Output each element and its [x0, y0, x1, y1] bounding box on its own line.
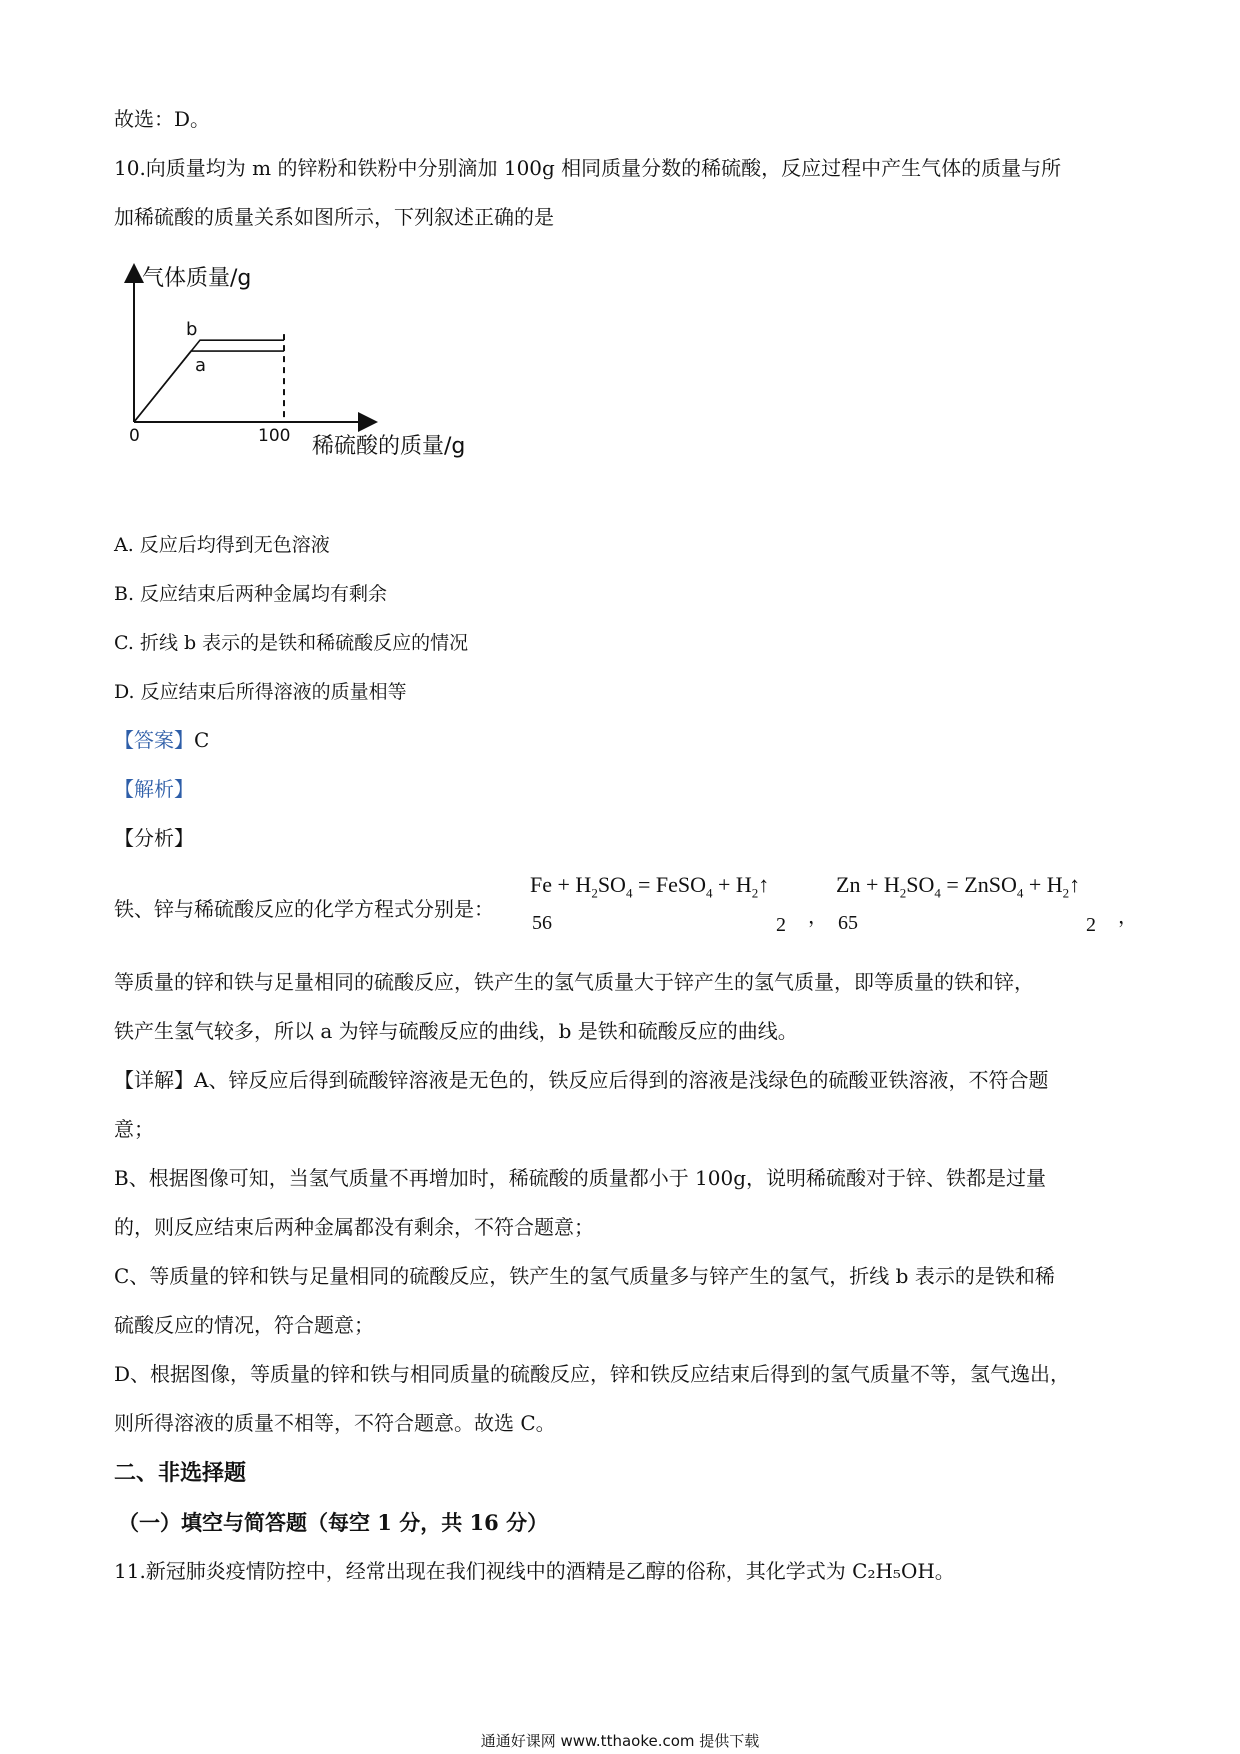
- gas-mass-chart: [110, 255, 490, 470]
- question-10-line-2: 加稀硫酸的质量关系如图所示，下列叙述正确的是: [114, 205, 554, 229]
- paragraph-line-4: 意；: [114, 1117, 154, 1141]
- h2-mass-2: 2: [1086, 914, 1096, 936]
- equation-zinc: $Zn + H_2SO_4$ = ZnSO$_4$ + $H_2↑$: [836, 872, 1081, 901]
- y-axis-label: 气体质量/g: [142, 266, 252, 291]
- analysis-tag: 【解析】: [114, 777, 194, 801]
- h2-mass-1: 2: [776, 914, 786, 936]
- answer-tag: 【答案】: [114, 728, 194, 752]
- section-2-heading: 二、非选择题: [114, 1460, 247, 1486]
- option-d[interactable]: D. 反应结束后所得溶液的质量相等: [114, 681, 407, 703]
- series-b-label: b: [186, 319, 198, 341]
- question-10-line-1: 10.向质量均为 m 的锌粉和铁粉中分别滴加 100g 相同质量分数的稀硫酸，反应过程中产生气体的质量与所: [114, 156, 1062, 180]
- paragraph-line-10: 则所得溶液的质量不相等，不符合题意。故选 C。: [114, 1411, 556, 1435]
- equation-intro: 铁、锌与稀硫酸反应的化学方程式分别是：: [114, 897, 494, 921]
- fenxi-tag: 【分析】: [114, 826, 194, 850]
- paragraph-line-7: C、等质量的锌和铁与足量相同的硫酸反应，铁产生的氢气质量多与锌产生的氢气，折线 b 表示的是铁和稀: [114, 1264, 1055, 1288]
- iron-molar-mass: 56: [532, 912, 552, 934]
- page-footer: 通通好课网 www.tthaoke.com 提供下载: [480, 1732, 760, 1750]
- comma-2: ，: [1118, 906, 1138, 928]
- paragraph-line-6: 的，则反应结束后两种金属都没有剩余，不符合题意；: [114, 1215, 594, 1239]
- option-a[interactable]: A. 反应后均得到无色溶液: [114, 534, 330, 556]
- series-a-label: a: [195, 355, 207, 377]
- paragraph-line-9: D、根据图像，等质量的锌和铁与相同质量的硫酸反应，锌和铁反应结束后得到的氢气质量不等，氢气逸出，: [114, 1362, 1071, 1386]
- option-b[interactable]: B. 反应结束后两种金属均有剩余: [114, 583, 388, 605]
- question-11-line: 11.新冠肺炎疫情防控中，经常出现在我们视线中的酒精是乙醇的俗称，其化学式为 C₂H₅OH。: [114, 1559, 955, 1583]
- paragraph-line-1: 等质量的锌和铁与足量相同的硫酸反应，铁产生的氢气质量大于锌产生的氢气质量，即等质量的铁和锌，: [114, 970, 1034, 994]
- paragraph-line-2: 铁产生氢气较多，所以 a 为锌与硫酸反应的曲线，b 是铁和硫酸反应的曲线。: [114, 1019, 798, 1043]
- comma-1: ，: [808, 906, 828, 928]
- paragraph-line-3: 【详解】A、锌反应后得到硫酸锌溶液是无色的，铁反应后得到的溶液是浅绿色的硫酸亚铁溶液，不符合题: [114, 1068, 1049, 1092]
- equation-iron: $Fe + H_2SO_4$ = FeSO$_4$ + $H_2↑$: [530, 872, 770, 901]
- series-line-a: [134, 351, 284, 422]
- series-line-b: [134, 340, 284, 422]
- answer-value: C: [194, 728, 210, 752]
- origin-label: 0: [129, 426, 140, 446]
- subsection-heading: （一）填空与简答题（每空 1 分，共 16 分）: [118, 1510, 549, 1535]
- paragraph-line-5: B、根据图像可知，当氢气质量不再增加时，稀硫酸的质量都小于 100g，说明稀硫酸对于锌、铁都是过量: [114, 1166, 1047, 1190]
- x-tick-label-100: 100: [258, 426, 291, 446]
- option-c[interactable]: C. 折线 b 表示的是铁和稀硫酸反应的情况: [114, 632, 469, 654]
- answer-line: [114, 727, 209, 753]
- x-axis-label: 稀硫酸的质量/g: [312, 434, 466, 459]
- paragraph-line-8: 硫酸反应的情况，符合题意；: [114, 1313, 374, 1337]
- previous-answer-line: 故选：D。: [114, 107, 211, 131]
- zinc-molar-mass: 65: [838, 912, 858, 934]
